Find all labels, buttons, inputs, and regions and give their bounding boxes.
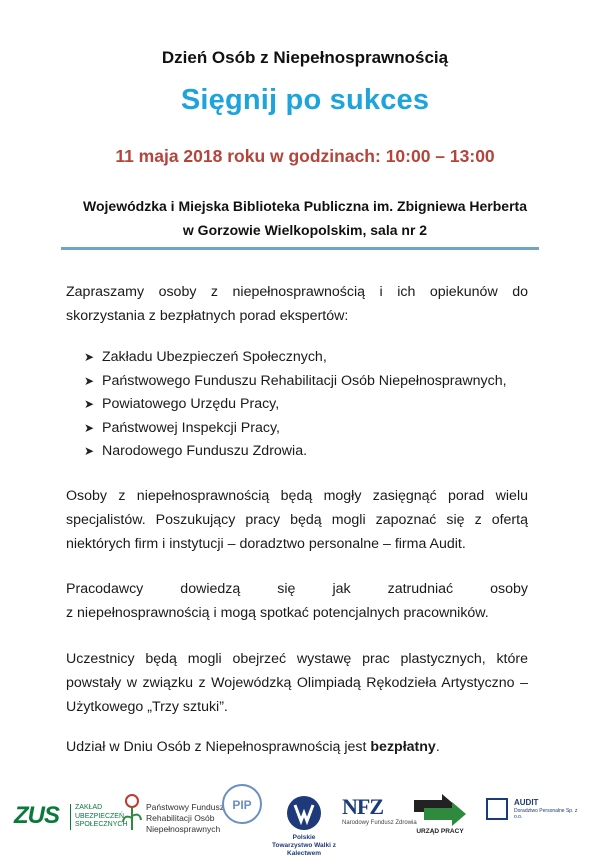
free-entry-prefix: Udział w Dniu Osób z Niepełnosprawnością jest [66, 739, 371, 755]
list-item-label: Państwowej Inspekcji Pracy, [102, 419, 280, 436]
list-item-label: Państwowego Funduszu Rehabilitacji Osób Niepełnosprawnych, [102, 372, 507, 389]
pip-logo [222, 784, 262, 824]
sponsor-logos [0, 772, 609, 857]
zus-logo-mark: ZUS [14, 802, 59, 829]
list-item-label: Narodowego Funduszu Zdrowia. [102, 443, 308, 459]
list-item [84, 370, 554, 394]
event-date-time: 11 maja 2018 roku w godzinach: 10:00 – 13:00 [115, 146, 495, 166]
intro-paragraph: Zapraszamy osoby z niepełnosprawnością i ich opiekunów do skorzystania z bezpłatnych porad ekspertów: [66, 284, 528, 324]
list-item [84, 440, 554, 464]
event-title: Dzień Osób z Niepełnosprawnością [161, 48, 449, 67]
slogan-heading: Sięgnij po sukces [180, 84, 430, 116]
venue-line-1: Wojewódzka i Miejska Biblioteka Publiczna im. Zbigniewa Herberta [83, 198, 527, 214]
zus-logo [14, 802, 128, 830]
list-item [84, 346, 554, 370]
free-entry-emphasis: bezpłatny [370, 739, 436, 755]
chevron-right-icon: ➤ [84, 373, 95, 388]
chevron-right-icon: ➤ [84, 420, 95, 435]
nfz-logo [342, 794, 417, 826]
nfz-logo-mark: NFZ [342, 794, 383, 819]
audit-logo-text: Doradztwo Personalne Sp. z o.o. [514, 808, 578, 820]
urzad-pracy-logo [412, 794, 468, 835]
free-entry-paragraph [66, 735, 528, 759]
chevron-right-icon: ➤ [84, 444, 95, 458]
urzad-pracy-logo-text: URZĄD PRACY [416, 828, 464, 835]
list-item-label: Powiatowego Urzędu Pracy, [102, 396, 280, 412]
zus-logo-text: ZAKŁAD UBEZPIECZEŃ SPOŁECZNYCH [70, 804, 130, 830]
ptwk-emblem-icon [274, 794, 334, 832]
event-venue [40, 194, 570, 242]
employers-paragraph [66, 577, 528, 625]
chevron-right-icon: ➤ [84, 397, 95, 411]
header-divider [61, 247, 539, 250]
urzad-pracy-arrows-icon [412, 794, 468, 826]
pip-logo-mark: PIP [232, 798, 252, 812]
nfz-logo-text: Narodowy Fundusz Zdrowia [342, 820, 417, 826]
experts-list [84, 346, 554, 464]
free-entry-suffix: . [435, 739, 440, 755]
ptwk-logo-text: Polskie Towarzystwo Walki z Kalectwem [272, 834, 336, 857]
employers-line-1: Pracodawcy dowiedzą się jak zatrudniać osoby [66, 581, 528, 597]
audit-logo-mark: AUDIT [514, 798, 539, 807]
consultation-paragraph: Osoby z niepełnosprawnością będą mogły zasięgnąć porad wielu specjalistów. Poszukujący pracy będą mogli zapoznać się z ofertą niektórych firm i instytucji – doradztwo personalne – firma Audit. [66, 488, 528, 552]
list-item [84, 393, 554, 417]
pfron-flower-icon [120, 792, 144, 832]
list-item-label: Zakładu Ubezpieczeń Społecznych, [102, 349, 327, 365]
pfron-logo-text: Państwowy Fundusz Rehabilitacji Osób Niepełnosprawnych [146, 802, 224, 834]
pfron-logo [120, 792, 224, 837]
chevron-right-icon: ➤ [84, 350, 95, 364]
audit-box-icon [486, 798, 508, 820]
employers-line-2: z niepełnosprawnością i mogą spotkać potencjalnych pracowników. [66, 605, 489, 621]
ptwk-logo [272, 794, 336, 857]
list-item [84, 417, 554, 441]
venue-line-2: w Gorzowie Wielkopolskim, sala nr 2 [182, 222, 428, 238]
exhibition-paragraph: Uczestnicy będą mogli obejrzeć wystawę prac plastycznych, które powstały w związku z Wojewódzką Olimpiadą Rękodzieła Artystyczno – Użytkowego „Trzy sztuki”. [66, 651, 528, 715]
